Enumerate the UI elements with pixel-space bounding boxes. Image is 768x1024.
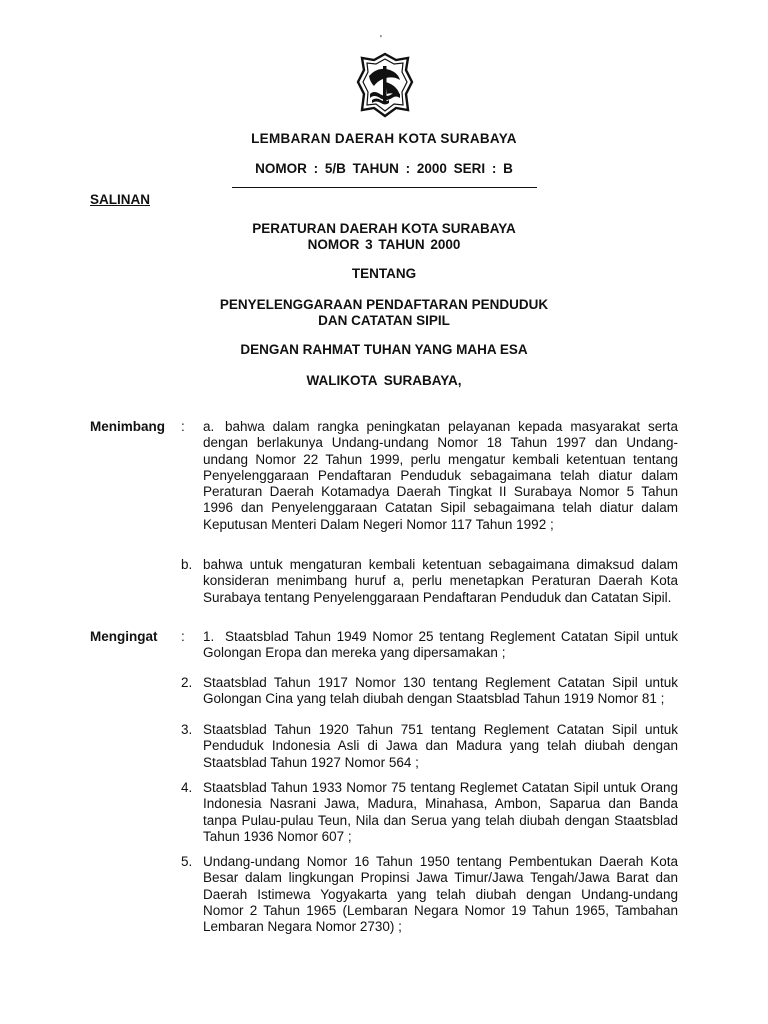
mengingat-marker-5: 5.	[181, 854, 193, 869]
mengingat-label: Mengingat	[90, 629, 158, 644]
mengingat-colon: :	[181, 629, 185, 644]
mengingat-item-2: Staatsblad Tahun 1917 Nomor 130 tentang Reglement Catatan Sipil untuk Golongan Cina yang telah diubah dengan Staatsblad Tahun 1919 Nomor 81 ;	[203, 675, 678, 707]
regulation-title: PERATURAN DAERAH KOTA SURABAYA	[252, 221, 516, 236]
mengingat-item-3: Staatsblad Tahun 1920 Tahun 751 tentang Reglement Catatan Sipil untuk Penduduk Indonesia Asli di Jawa dan Madura yang telah diubah dengan Staatsblad Tahun 1927 Nomor 564 ;	[203, 722, 678, 770]
mengingat-marker-2: 2.	[181, 675, 193, 690]
menimbang-marker-b: b.	[181, 557, 193, 572]
regulation-number: NOMOR 3 TAHUN 2000	[307, 237, 461, 252]
subject-line-1: PENYELENGGARAAN PENDAFTARAN PENDUDUK	[219, 297, 549, 312]
tentang-heading: TENTANG	[351, 266, 417, 281]
mengingat-item-5: Undang-undang Nomor 16 Tahun 1950 tentang Pembentukan Daerah Kota Besar dalam lingkungan Propinsi Jawa Timur/Jawa Tengah/Jawa Barat dan Daerah Istimewa Yogyakarta yang telah diubah dengan Undang-undang Nomor 2 Tahun 1965 (Lembaran Negara Nomor 19 Tahun 1965, Tambahan Lembaran Negara Nomor 2730) ;	[203, 854, 678, 935]
scan-mark: '	[380, 34, 382, 45]
menimbang-item-a: bahwa dalam rangka peningkatan pelayanan kepada masyarakat serta dengan berlakunya Undang-undang Nomor 18 Tahun 1997 dan Undang-undang Nomor 22 Tahun 1999, perlu mengatur kembali ketentuan tentang Penyelenggaraan Pendaftaran Penduduk sebagaimana telah diatur dalam Peraturan Daerah Kotamadya Daerah Tingkat II Surabaya Nomor 5 Tahun 1996 dan Penyelenggaraan Catatan Sipil sebagaimana telah diatur dalam Keputusan Menteri Dalam Negeri Nomor 117 Tahun 1992 ;	[203, 419, 678, 532]
mengingat-item-1: Staatsblad Tahun 1949 Nomor 25 tentang Reglement Catatan Sipil untuk Golongan Eropa dan mereka yang dipersamakan ;	[203, 629, 678, 661]
menimbang-marker-a: a.	[203, 419, 215, 434]
salinan-label: SALINAN	[90, 192, 150, 207]
mengingat-marker-4: 4.	[181, 780, 193, 795]
menimbang-label: Menimbang	[90, 419, 166, 434]
subject-line-2: DAN CATATAN SIPIL	[318, 313, 450, 328]
surabaya-emblem-icon	[356, 52, 414, 118]
walikota-line: WALIKOTA SURABAYA,	[306, 373, 462, 388]
header-divider	[232, 187, 537, 188]
mengingat-marker-1: 1.	[203, 629, 215, 644]
mengingat-item-4: Staatsblad Tahun 1933 Nomor 75 tentang Reglemet Catatan Sipil untuk Orang Indonesia Nasrani Jawa, Madura, Minahasa, Ambon, Saparua dan Banda tanpa Pulau-pulau Teun, Nila dan Serua yang telah diubah dengan Staatsblad Tahun 1936 Nomor 607 ;	[203, 780, 678, 844]
menimbang-colon: :	[181, 419, 185, 434]
rahmat-line: DENGAN RAHMAT TUHAN YANG MAHA ESA	[240, 342, 528, 357]
nomor-seri-line: NOMOR : 5/B TAHUN : 2000 SERI : B	[255, 161, 513, 176]
lembaran-title: LEMBARAN DAERAH KOTA SURABAYA	[251, 131, 517, 146]
mengingat-marker-3: 3.	[181, 722, 193, 737]
menimbang-item-b: bahwa untuk mengaturan kembali ketentuan sebagaimana dimaksud dalam konsideran menimbang huruf a, perlu menetapkan Peraturan Daerah Kota Surabaya tentang Penyelenggaraan Pendaftaran Penduduk dan Catatan Sipil.	[203, 557, 678, 605]
